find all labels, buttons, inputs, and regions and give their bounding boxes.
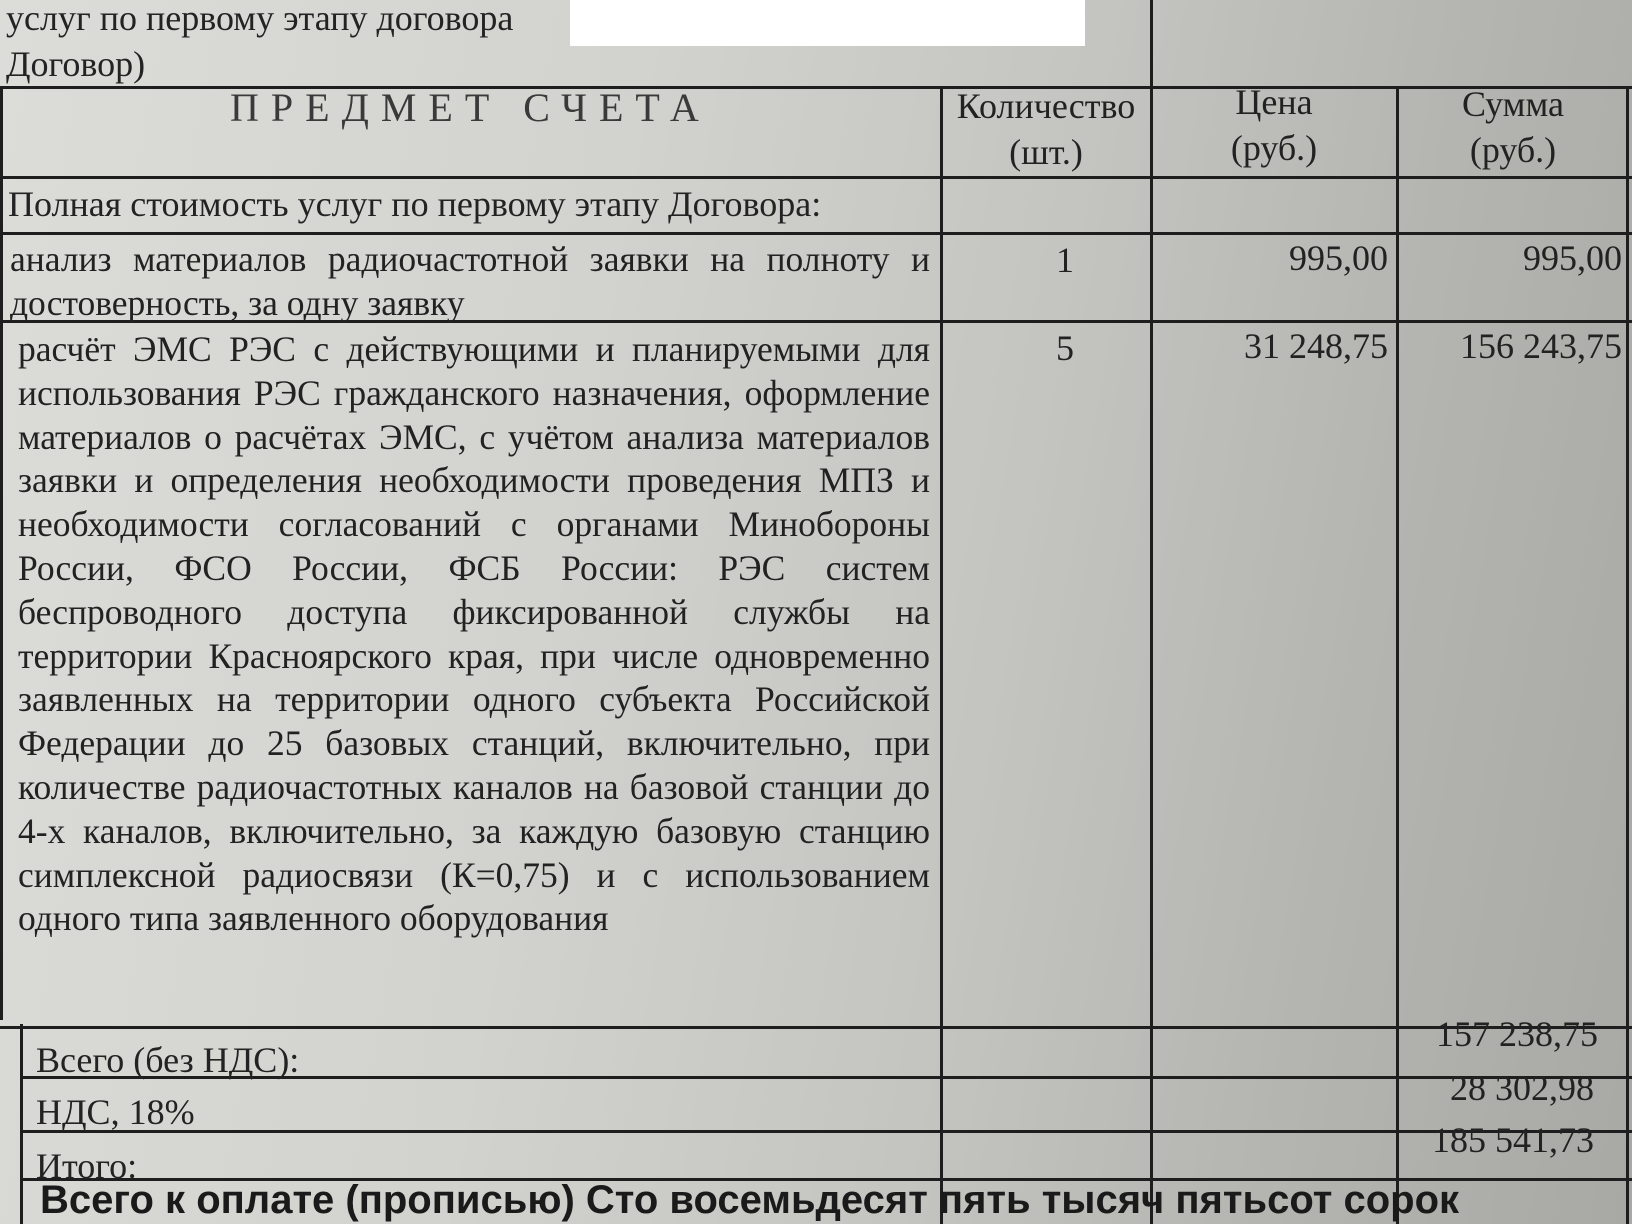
vat-value: 28 302,98 [1450, 1068, 1594, 1108]
row-1-price: 995,00 [1289, 238, 1388, 278]
total-net-label: Всего (без НДС): [36, 1040, 300, 1080]
total-net-value: 157 238,75 [1436, 1014, 1598, 1054]
table-border [940, 86, 943, 1224]
table-border [20, 1024, 23, 1224]
table-border [20, 1130, 1632, 1133]
table-border [0, 1026, 1632, 1029]
row-1-sum: 995,00 [1523, 238, 1622, 278]
heading-line-2: Договор) [6, 44, 146, 84]
table-border [0, 176, 1632, 179]
row-2-price: 31 248,75 [1244, 326, 1388, 366]
sum-header-line2: (руб.) [1469, 130, 1557, 170]
grand-total-label: Итого: [36, 1146, 138, 1186]
row-1-description: анализ материалов радиочастотной заявки на полноту и достоверность, за одну заявку [10, 239, 930, 323]
price-header-line2: (руб.) [1230, 128, 1318, 168]
row-2-sum: 156 243,75 [1460, 326, 1622, 366]
redacted-area [570, 0, 1085, 46]
table-border [1150, 0, 1153, 90]
sum-header-line1: Сумма [1462, 84, 1564, 124]
row-1-quantity: 1 [1056, 240, 1074, 280]
row-2-quantity: 5 [1056, 328, 1074, 368]
price-header-line1: Цена [1235, 82, 1313, 122]
table-border [1626, 86, 1629, 1224]
heading-line-1: услуг по первому этапу договора [6, 0, 514, 38]
table-border [0, 86, 3, 1020]
subject-header: ПРЕДМЕТ СЧЕТА [230, 85, 711, 130]
quantity-header-line2: (шт.) [1009, 132, 1083, 172]
table-border [1150, 86, 1153, 1224]
row-2-description: расчёт ЭМС РЭС с действующими и планируемыми для использования РЭС гражданского назначения, оформление материалов о расчётах ЭМС, с учётом анализа материалов заявки и определения необходимости проведения МПЗ и необходимости согласований с органами Минобороны России, ФСО России, ФСБ России: РЭС систем беспроводного доступа фиксированной службы на территории Красноярского края, при числе одновременно заявленных на территории одного субъекта Российской Федерации до 25 базовых станций, включительно, при количестве радиочастотных каналов на базовой станции до 4-х каналов, включительно, за каждую базовую станцию симплексной радиосвязи (К=0,75) и с использованием одного типа заявленного оборудования [18, 329, 930, 939]
quantity-header-line1: Количество [956, 86, 1136, 126]
amount-in-words: Всего к оплате (прописью) Сто восемьдесят пять тысяч пятьсот сорок [40, 1178, 1460, 1222]
vat-label: НДС, 18% [36, 1092, 195, 1132]
table-border [0, 232, 1632, 235]
section-title: Полная стоимость услуг по первому этапу Договора: [8, 184, 822, 224]
table-border [1396, 86, 1399, 1224]
grand-total-value: 185 541,73 [1432, 1120, 1594, 1160]
